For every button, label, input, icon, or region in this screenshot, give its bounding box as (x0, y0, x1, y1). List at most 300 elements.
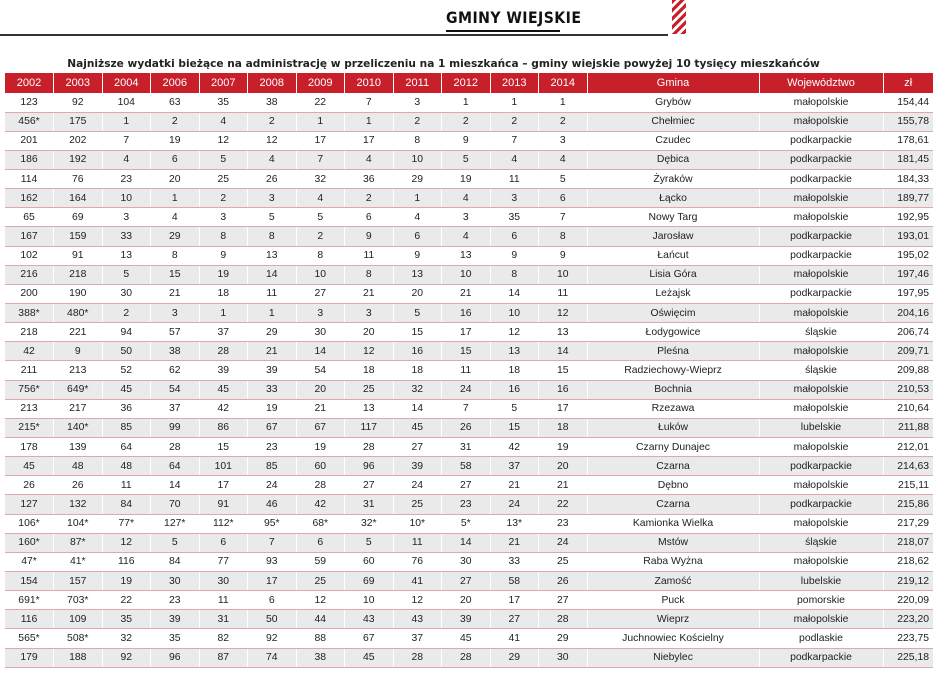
table-cell: 3 (345, 304, 394, 323)
table-cell: 14 (248, 265, 297, 284)
table-cell: 8 (539, 227, 588, 246)
table-cell: 217,29 (883, 514, 933, 533)
table-cell: 188 (54, 648, 103, 667)
table-cell: 39 (248, 361, 297, 380)
table-cell: 10 (490, 304, 539, 323)
table-cell: Puck (587, 591, 759, 610)
table-cell: 1 (490, 93, 539, 112)
table-cell: 69 (345, 572, 394, 591)
table-cell: 19 (248, 399, 297, 418)
table-cell: Dębno (587, 476, 759, 495)
table-cell: Leżajsk (587, 284, 759, 303)
table-cell: 201 (5, 131, 54, 150)
table-cell: 221 (54, 323, 103, 342)
table-row (5, 342, 933, 361)
table-row (5, 457, 933, 476)
table-cell: 21 (248, 342, 297, 361)
column-header: Województwo (759, 73, 883, 93)
table-cell: 218,62 (883, 552, 933, 571)
table-cell: Żyraków (587, 170, 759, 189)
table-row (5, 591, 933, 610)
table-cell: 8 (248, 227, 297, 246)
table-cell: 68* (296, 514, 345, 533)
table-cell: 15 (442, 342, 491, 361)
table-cell: 101 (199, 457, 248, 476)
table-cell: 1 (296, 112, 345, 131)
table-cell: Łańcut (587, 246, 759, 265)
table-cell: 25 (393, 495, 442, 514)
table-cell: 19 (539, 438, 588, 457)
table-cell: 12 (490, 323, 539, 342)
table-cell: 195,02 (883, 246, 933, 265)
table-cell: 54 (151, 380, 200, 399)
table-row (5, 170, 933, 189)
table-cell: 36 (102, 399, 151, 418)
table-cell: 45 (442, 629, 491, 648)
table-cell: Mstów (587, 533, 759, 552)
table-cell: 38 (151, 342, 200, 361)
table-cell: 92 (248, 629, 297, 648)
table-cell: 35 (151, 629, 200, 648)
table-cell: 6 (490, 227, 539, 246)
table-cell: Zamość (587, 572, 759, 591)
table-cell: 99 (151, 418, 200, 437)
table-cell: 7 (296, 150, 345, 169)
table-cell: 22 (102, 591, 151, 610)
column-header: zł (883, 73, 933, 93)
table-cell: 13 (539, 323, 588, 342)
table-cell: 39 (442, 610, 491, 629)
table-cell: małopolskie (759, 189, 883, 208)
table-cell: 15 (539, 361, 588, 380)
table-cell: 2 (539, 112, 588, 131)
table-cell: 67 (248, 418, 297, 437)
table-cell: 96 (345, 457, 394, 476)
table-cell: 44 (296, 610, 345, 629)
table-cell: 112* (199, 514, 248, 533)
table-cell: małopolskie (759, 342, 883, 361)
table-cell: 30 (151, 572, 200, 591)
table-cell: 20 (539, 457, 588, 476)
table-cell: 17 (539, 399, 588, 418)
table-cell: 57 (151, 323, 200, 342)
table-cell: 193,01 (883, 227, 933, 246)
table-cell: 215,11 (883, 476, 933, 495)
table-cell: lubelskie (759, 418, 883, 437)
table-cell: Rzezawa (587, 399, 759, 418)
table-cell: 11 (393, 533, 442, 552)
table-cell: 45 (5, 457, 54, 476)
table-cell: 38 (296, 648, 345, 667)
table-cell: 23 (248, 438, 297, 457)
table-cell: 6 (393, 227, 442, 246)
table-cell: Czarna (587, 457, 759, 476)
table-cell: 17 (248, 572, 297, 591)
table-row (5, 495, 933, 514)
table-cell: 87* (54, 533, 103, 552)
section-title: GMINY WIEJSKIE (446, 8, 582, 27)
table-cell: 18 (393, 361, 442, 380)
table-cell: 29 (151, 227, 200, 246)
table-cell: 70 (151, 495, 200, 514)
table-cell: Czarna (587, 495, 759, 514)
table-cell: 3 (248, 189, 297, 208)
table-cell: 186 (5, 150, 54, 169)
table-cell: 31 (345, 495, 394, 514)
table-cell: Radziechowy-Wieprz (587, 361, 759, 380)
table-cell: 67 (296, 418, 345, 437)
table-cell: 30 (539, 648, 588, 667)
table-cell: 3 (151, 304, 200, 323)
table-cell: 41 (393, 572, 442, 591)
table-cell: 11 (199, 591, 248, 610)
table-cell: podkarpackie (759, 648, 883, 667)
table-cell: 25 (296, 572, 345, 591)
table-cell: 211,88 (883, 418, 933, 437)
table-cell: 2 (199, 189, 248, 208)
table-cell: 11 (345, 246, 394, 265)
table-cell: 4 (296, 189, 345, 208)
table-cell: 60 (345, 552, 394, 571)
table-cell: małopolskie (759, 476, 883, 495)
table-cell: małopolskie (759, 304, 883, 323)
table-cell: 96 (151, 648, 200, 667)
table-cell: 127 (5, 495, 54, 514)
table-cell: 15 (151, 265, 200, 284)
table-cell: 45 (199, 380, 248, 399)
page-header (0, 0, 887, 40)
table-cell: 211 (5, 361, 54, 380)
table-cell: 12 (345, 342, 394, 361)
table-cell: 94 (102, 323, 151, 342)
table-cell: 127* (151, 514, 200, 533)
column-header: 2002 (5, 73, 54, 93)
table-cell: 46 (248, 495, 297, 514)
table-cell: 456* (5, 112, 54, 131)
table-cell: 30 (296, 323, 345, 342)
table-cell: 43 (345, 610, 394, 629)
table-cell: 179 (5, 648, 54, 667)
table-cell: 22 (296, 93, 345, 112)
table-cell: 220,09 (883, 591, 933, 610)
table-cell: 218,07 (883, 533, 933, 552)
table-cell: 197,95 (883, 284, 933, 303)
table-cell: 10 (102, 189, 151, 208)
table-cell: Dębica (587, 150, 759, 169)
table-cell: 10 (345, 591, 394, 610)
table-cell: 25 (345, 380, 394, 399)
table-cell: 2 (345, 189, 394, 208)
table-row (5, 629, 933, 648)
table-cell: 9 (345, 227, 394, 246)
table-cell: 37 (151, 399, 200, 418)
table-cell: 27 (442, 476, 491, 495)
table-cell: 23 (539, 514, 588, 533)
table-cell: 82 (199, 629, 248, 648)
table-row (5, 380, 933, 399)
table-cell: 7 (345, 93, 394, 112)
table-cell: 16 (442, 304, 491, 323)
table-cell: Wieprz (587, 610, 759, 629)
table-cell: 17 (296, 131, 345, 150)
table-cell: 5 (393, 304, 442, 323)
table-cell: 4 (490, 150, 539, 169)
table-cell: śląskie (759, 533, 883, 552)
table-cell: 85 (102, 418, 151, 437)
table-cell: 15 (199, 438, 248, 457)
table-cell: 219,12 (883, 572, 933, 591)
table-cell: 14 (539, 342, 588, 361)
table-cell: 48 (102, 457, 151, 476)
table-cell: 6 (248, 591, 297, 610)
column-header: 2003 (54, 73, 103, 93)
table-cell: 86 (199, 418, 248, 437)
table-cell: 4 (393, 208, 442, 227)
table-cell: 28 (393, 648, 442, 667)
table-cell: podkarpackie (759, 495, 883, 514)
table-cell: 84 (151, 552, 200, 571)
table-cell: 21 (490, 533, 539, 552)
table-cell: 2 (490, 112, 539, 131)
table-row (5, 189, 933, 208)
table-cell: 17 (442, 323, 491, 342)
table-cell: 213 (54, 361, 103, 380)
table-row (5, 323, 933, 342)
ranking-table (5, 73, 933, 668)
table-cell: 87 (199, 648, 248, 667)
table-cell: 13 (442, 246, 491, 265)
table-caption: Najniższe wydatki bieżące na administrację w przeliczeniu na 1 mieszkańca – gminy wiejskie powyżej 10 tysięcy mieszkańców (67, 58, 820, 70)
table-cell: 181,45 (883, 150, 933, 169)
table-header-row (5, 73, 933, 93)
table-cell: 218 (5, 323, 54, 342)
table-cell: 26 (539, 572, 588, 591)
column-header: 2009 (296, 73, 345, 93)
table-row (5, 552, 933, 571)
table-cell: 18 (490, 361, 539, 380)
table-cell: 8 (199, 227, 248, 246)
table-cell: śląskie (759, 323, 883, 342)
table-cell: 104 (102, 93, 151, 112)
table-cell: 52 (102, 361, 151, 380)
table-cell: 92 (54, 93, 103, 112)
table-cell: 8 (151, 246, 200, 265)
table-cell: 204,16 (883, 304, 933, 323)
table-cell: 4 (151, 208, 200, 227)
table-cell: 58 (490, 572, 539, 591)
table-cell: Łodygowice (587, 323, 759, 342)
table-cell: 39 (151, 610, 200, 629)
table-cell: 1 (102, 112, 151, 131)
table-cell: 13 (248, 246, 297, 265)
table-cell: 84 (102, 495, 151, 514)
table-cell: 33 (490, 552, 539, 571)
table-row (5, 533, 933, 552)
table-cell: 1 (345, 112, 394, 131)
table-cell: 218 (54, 265, 103, 284)
table-cell: 480* (54, 304, 103, 323)
table-cell: 5* (442, 514, 491, 533)
table-cell: 691* (5, 591, 54, 610)
table-cell: 114 (5, 170, 54, 189)
table-cell: 7 (442, 399, 491, 418)
table-cell: 210,53 (883, 380, 933, 399)
table-body (5, 93, 933, 667)
table-cell: 9 (54, 342, 103, 361)
table-row (5, 418, 933, 437)
table-cell: podkarpackie (759, 150, 883, 169)
table-cell: podkarpackie (759, 284, 883, 303)
table-cell: 11 (490, 170, 539, 189)
table-cell: 154,44 (883, 93, 933, 112)
table-cell: małopolskie (759, 265, 883, 284)
table-cell: Chełmiec (587, 112, 759, 131)
table-cell: 8 (490, 265, 539, 284)
table-cell: 76 (54, 170, 103, 189)
table-cell: 23 (151, 591, 200, 610)
table-cell: 3 (490, 189, 539, 208)
table-cell: 109 (54, 610, 103, 629)
table-cell: 41* (54, 552, 103, 571)
table-cell: 5 (248, 208, 297, 227)
table-cell: 42 (296, 495, 345, 514)
table-cell: 210,64 (883, 399, 933, 418)
table-cell: 5 (102, 265, 151, 284)
table-cell: 3 (539, 131, 588, 150)
table-cell: 27 (442, 572, 491, 591)
table-cell: 42 (5, 342, 54, 361)
table-cell: Jarosław (587, 227, 759, 246)
table-cell: 33 (102, 227, 151, 246)
table-cell: 7 (539, 208, 588, 227)
table-cell: małopolskie (759, 93, 883, 112)
table-cell: 116 (5, 610, 54, 629)
table-cell: 32* (345, 514, 394, 533)
table-cell: małopolskie (759, 112, 883, 131)
table-cell: 14 (151, 476, 200, 495)
table-cell: 160* (5, 533, 54, 552)
table-row (5, 208, 933, 227)
table-cell: 24 (393, 476, 442, 495)
table-cell: śląskie (759, 361, 883, 380)
table-cell: 88 (296, 629, 345, 648)
table-cell: podkarpackie (759, 227, 883, 246)
title-underline (446, 30, 560, 32)
table-cell: 45 (393, 418, 442, 437)
table-cell: 2 (393, 112, 442, 131)
table-cell: 26 (442, 418, 491, 437)
table-cell: 23 (102, 170, 151, 189)
table-cell: 20 (296, 380, 345, 399)
table-cell: 18 (199, 284, 248, 303)
decorative-stripes (672, 0, 686, 34)
table-cell: 508* (54, 629, 103, 648)
table-cell: małopolskie (759, 380, 883, 399)
table-cell: 225,18 (883, 648, 933, 667)
table-cell: Lisia Góra (587, 265, 759, 284)
table-cell: 13 (102, 246, 151, 265)
table-cell: 1 (151, 189, 200, 208)
table-cell: 4 (199, 112, 248, 131)
table-cell: 28 (345, 438, 394, 457)
table-cell: 2 (102, 304, 151, 323)
table-cell: 139 (54, 438, 103, 457)
table-cell: 31 (199, 610, 248, 629)
column-header: 2013 (490, 73, 539, 93)
table-cell: 13 (345, 399, 394, 418)
table-cell: 9 (539, 246, 588, 265)
table-cell: 35 (199, 93, 248, 112)
table-cell: 11 (102, 476, 151, 495)
table-cell: 30 (199, 572, 248, 591)
table-cell: 5 (296, 208, 345, 227)
table-cell: 19 (296, 438, 345, 457)
table-cell: Bochnia (587, 380, 759, 399)
table-cell: 3 (442, 208, 491, 227)
table-cell: 162 (5, 189, 54, 208)
table-cell: 7 (490, 131, 539, 150)
table-cell: 167 (5, 227, 54, 246)
table-cell: 37 (393, 629, 442, 648)
table-cell: Niebylec (587, 648, 759, 667)
table-cell: 59 (296, 552, 345, 571)
table-cell: małopolskie (759, 610, 883, 629)
table-cell: lubelskie (759, 572, 883, 591)
table-cell: 155,78 (883, 112, 933, 131)
table-cell: 29 (393, 170, 442, 189)
table-cell: 16 (490, 380, 539, 399)
table-row (5, 361, 933, 380)
table-cell: 6 (151, 150, 200, 169)
table-cell: 6 (345, 208, 394, 227)
table-cell: 63 (151, 93, 200, 112)
table-cell: 102 (5, 246, 54, 265)
table-cell: 2 (296, 227, 345, 246)
table-cell: Grybów (587, 93, 759, 112)
table-cell: 13* (490, 514, 539, 533)
table-cell: 6 (539, 189, 588, 208)
table-cell: 209,88 (883, 361, 933, 380)
table-cell: 26 (5, 476, 54, 495)
table-cell: 77 (199, 552, 248, 571)
table-row (5, 399, 933, 418)
table-cell: 16 (393, 342, 442, 361)
table-cell: 13 (490, 342, 539, 361)
table-cell: 45 (345, 648, 394, 667)
table-cell: 21 (345, 284, 394, 303)
table-cell: 32 (296, 170, 345, 189)
table-cell: 10 (539, 265, 588, 284)
table-cell: 157 (54, 572, 103, 591)
table-cell: 209,71 (883, 342, 933, 361)
table-cell: 92 (102, 648, 151, 667)
table-cell: 214,63 (883, 457, 933, 476)
table-cell: 27 (345, 476, 394, 495)
table-cell: 2 (442, 112, 491, 131)
table-cell: 1 (199, 304, 248, 323)
table-cell: 192,95 (883, 208, 933, 227)
table-cell: 67 (345, 629, 394, 648)
table-cell: 7 (102, 131, 151, 150)
table-cell: 19 (442, 170, 491, 189)
table-cell: 212,01 (883, 438, 933, 457)
table-row (5, 284, 933, 303)
column-header: 2014 (539, 73, 588, 93)
table-cell: 10 (296, 265, 345, 284)
table-cell: 6 (199, 533, 248, 552)
table-cell: Nowy Targ (587, 208, 759, 227)
table-row (5, 131, 933, 150)
